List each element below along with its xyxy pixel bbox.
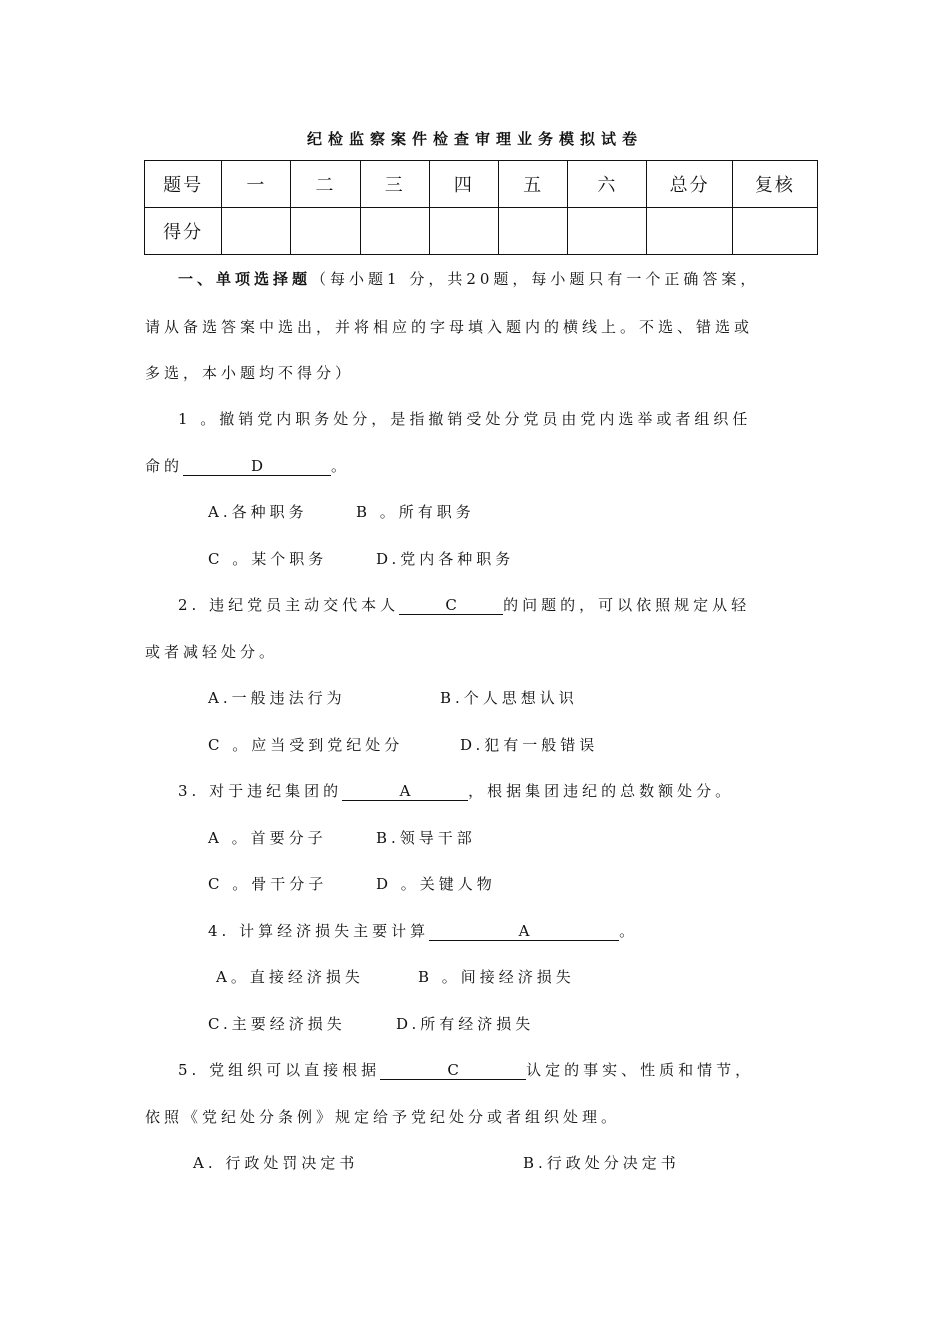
score-cell — [647, 208, 732, 255]
option-a: A 。首要分子 — [208, 829, 327, 847]
question-text: 5. 党组织可以直接根据 — [178, 1061, 381, 1079]
section-instructions-line-3: 多选，本小题均不得分） — [145, 364, 355, 382]
question-1-text-cont — [145, 455, 818, 477]
option-c: C 。某个职务 — [208, 550, 328, 568]
section-heading: 一、单项选择题 — [178, 270, 312, 288]
score-cell — [360, 208, 429, 255]
option-b: B.个人思想认识 — [440, 689, 578, 707]
option-a: A.一般违法行为 — [208, 689, 346, 707]
score-cell — [429, 208, 498, 255]
option-c: C.主要经济损失 — [208, 1015, 346, 1033]
option-a: A. 行政处罚决定书 — [193, 1154, 359, 1172]
exam-title: 纪检监察案件检查审理业务模拟试卷 — [306, 130, 643, 148]
question-1-options-cd — [208, 548, 818, 570]
score-cell — [568, 208, 647, 255]
question-1-options-ab — [208, 501, 818, 523]
header-cell: 五 — [499, 161, 568, 208]
question-text: 4. 计算经济损失主要计算 — [208, 922, 430, 940]
option-c: C 。应当受到党纪处分 — [208, 736, 404, 754]
score-cell — [291, 208, 360, 255]
option-c: C 。骨干分子 — [208, 875, 328, 893]
question-4-text — [208, 920, 818, 942]
option-a: A。直接经济损失 — [216, 968, 364, 986]
answer-blank: A — [429, 922, 619, 941]
option-b: B 。间接经济损失 — [418, 968, 575, 986]
question-3-text — [178, 780, 818, 802]
answer-blank: A — [342, 782, 468, 801]
header-cell: 题号 — [145, 161, 222, 208]
section-instructions: （每小题1 分，共20题，每小题只有一个正确答案， — [311, 270, 760, 288]
option-d: D 。关键人物 — [376, 875, 496, 893]
question-5-options-ab — [193, 1152, 818, 1174]
option-d: D.犯有一般错误 — [460, 736, 599, 754]
score-cell — [222, 208, 291, 255]
question-5-text-cont: 依照《党纪处分条例》规定给予党纪处分或者组织处理。 — [145, 1108, 621, 1126]
score-row-label: 得分 — [145, 208, 222, 255]
section-instructions-line-2: 请从备选答案中选出，并将相应的字母填入题内的横线上。不选、错选或 — [145, 318, 754, 336]
question-3-options-cd — [208, 873, 818, 895]
question-1-text: 1 。撤销党内职务处分，是指撤销受处分党员由党内选举或者组织任 — [178, 410, 752, 428]
option-b: B 。所有职务 — [356, 503, 475, 521]
question-text: 。 — [331, 457, 351, 475]
header-cell: 一 — [222, 161, 291, 208]
question-4-options-cd — [208, 1013, 818, 1035]
answer-blank: C — [380, 1061, 526, 1080]
question-text: 认定的事实、性质和情节， — [526, 1061, 755, 1079]
question-2-text-cont: 或者减轻处分。 — [145, 643, 279, 661]
score-table — [144, 160, 818, 255]
question-text: 2. 违纪党员主动交代本人 — [178, 596, 400, 614]
score-table-score-row — [145, 208, 818, 255]
option-b: B.领导干部 — [376, 829, 476, 847]
question-text: 的问题的，可以依照规定从轻 — [503, 596, 751, 614]
question-4-options-ab — [216, 966, 818, 988]
score-table-header-row — [145, 161, 818, 208]
question-2-options-ab — [208, 687, 818, 709]
section-instructions-line-1 — [178, 268, 818, 290]
header-cell: 六 — [568, 161, 647, 208]
question-text: 命的 — [145, 457, 184, 475]
question-3-options-ab — [208, 827, 818, 849]
question-5-text — [178, 1059, 818, 1081]
header-cell: 复核 — [732, 161, 817, 208]
score-cell — [732, 208, 817, 255]
option-d: D.党内各种职务 — [376, 550, 515, 568]
answer-blank: D — [183, 457, 331, 476]
header-cell: 总分 — [647, 161, 732, 208]
question-2-options-cd — [208, 734, 818, 756]
header-cell: 二 — [291, 161, 360, 208]
header-cell: 四 — [429, 161, 498, 208]
question-2-text — [178, 594, 818, 616]
option-d: D.所有经济损失 — [396, 1015, 535, 1033]
question-text: ，根据集团违纪的总数额处分。 — [468, 782, 735, 800]
question-text: 3. 对于违纪集团的 — [178, 782, 343, 800]
option-a: A.各种职务 — [208, 503, 308, 521]
option-b: B.行政处分决定书 — [523, 1154, 680, 1172]
question-text: 。 — [619, 922, 639, 940]
header-cell: 三 — [360, 161, 429, 208]
answer-blank: C — [399, 596, 503, 615]
score-cell — [499, 208, 568, 255]
